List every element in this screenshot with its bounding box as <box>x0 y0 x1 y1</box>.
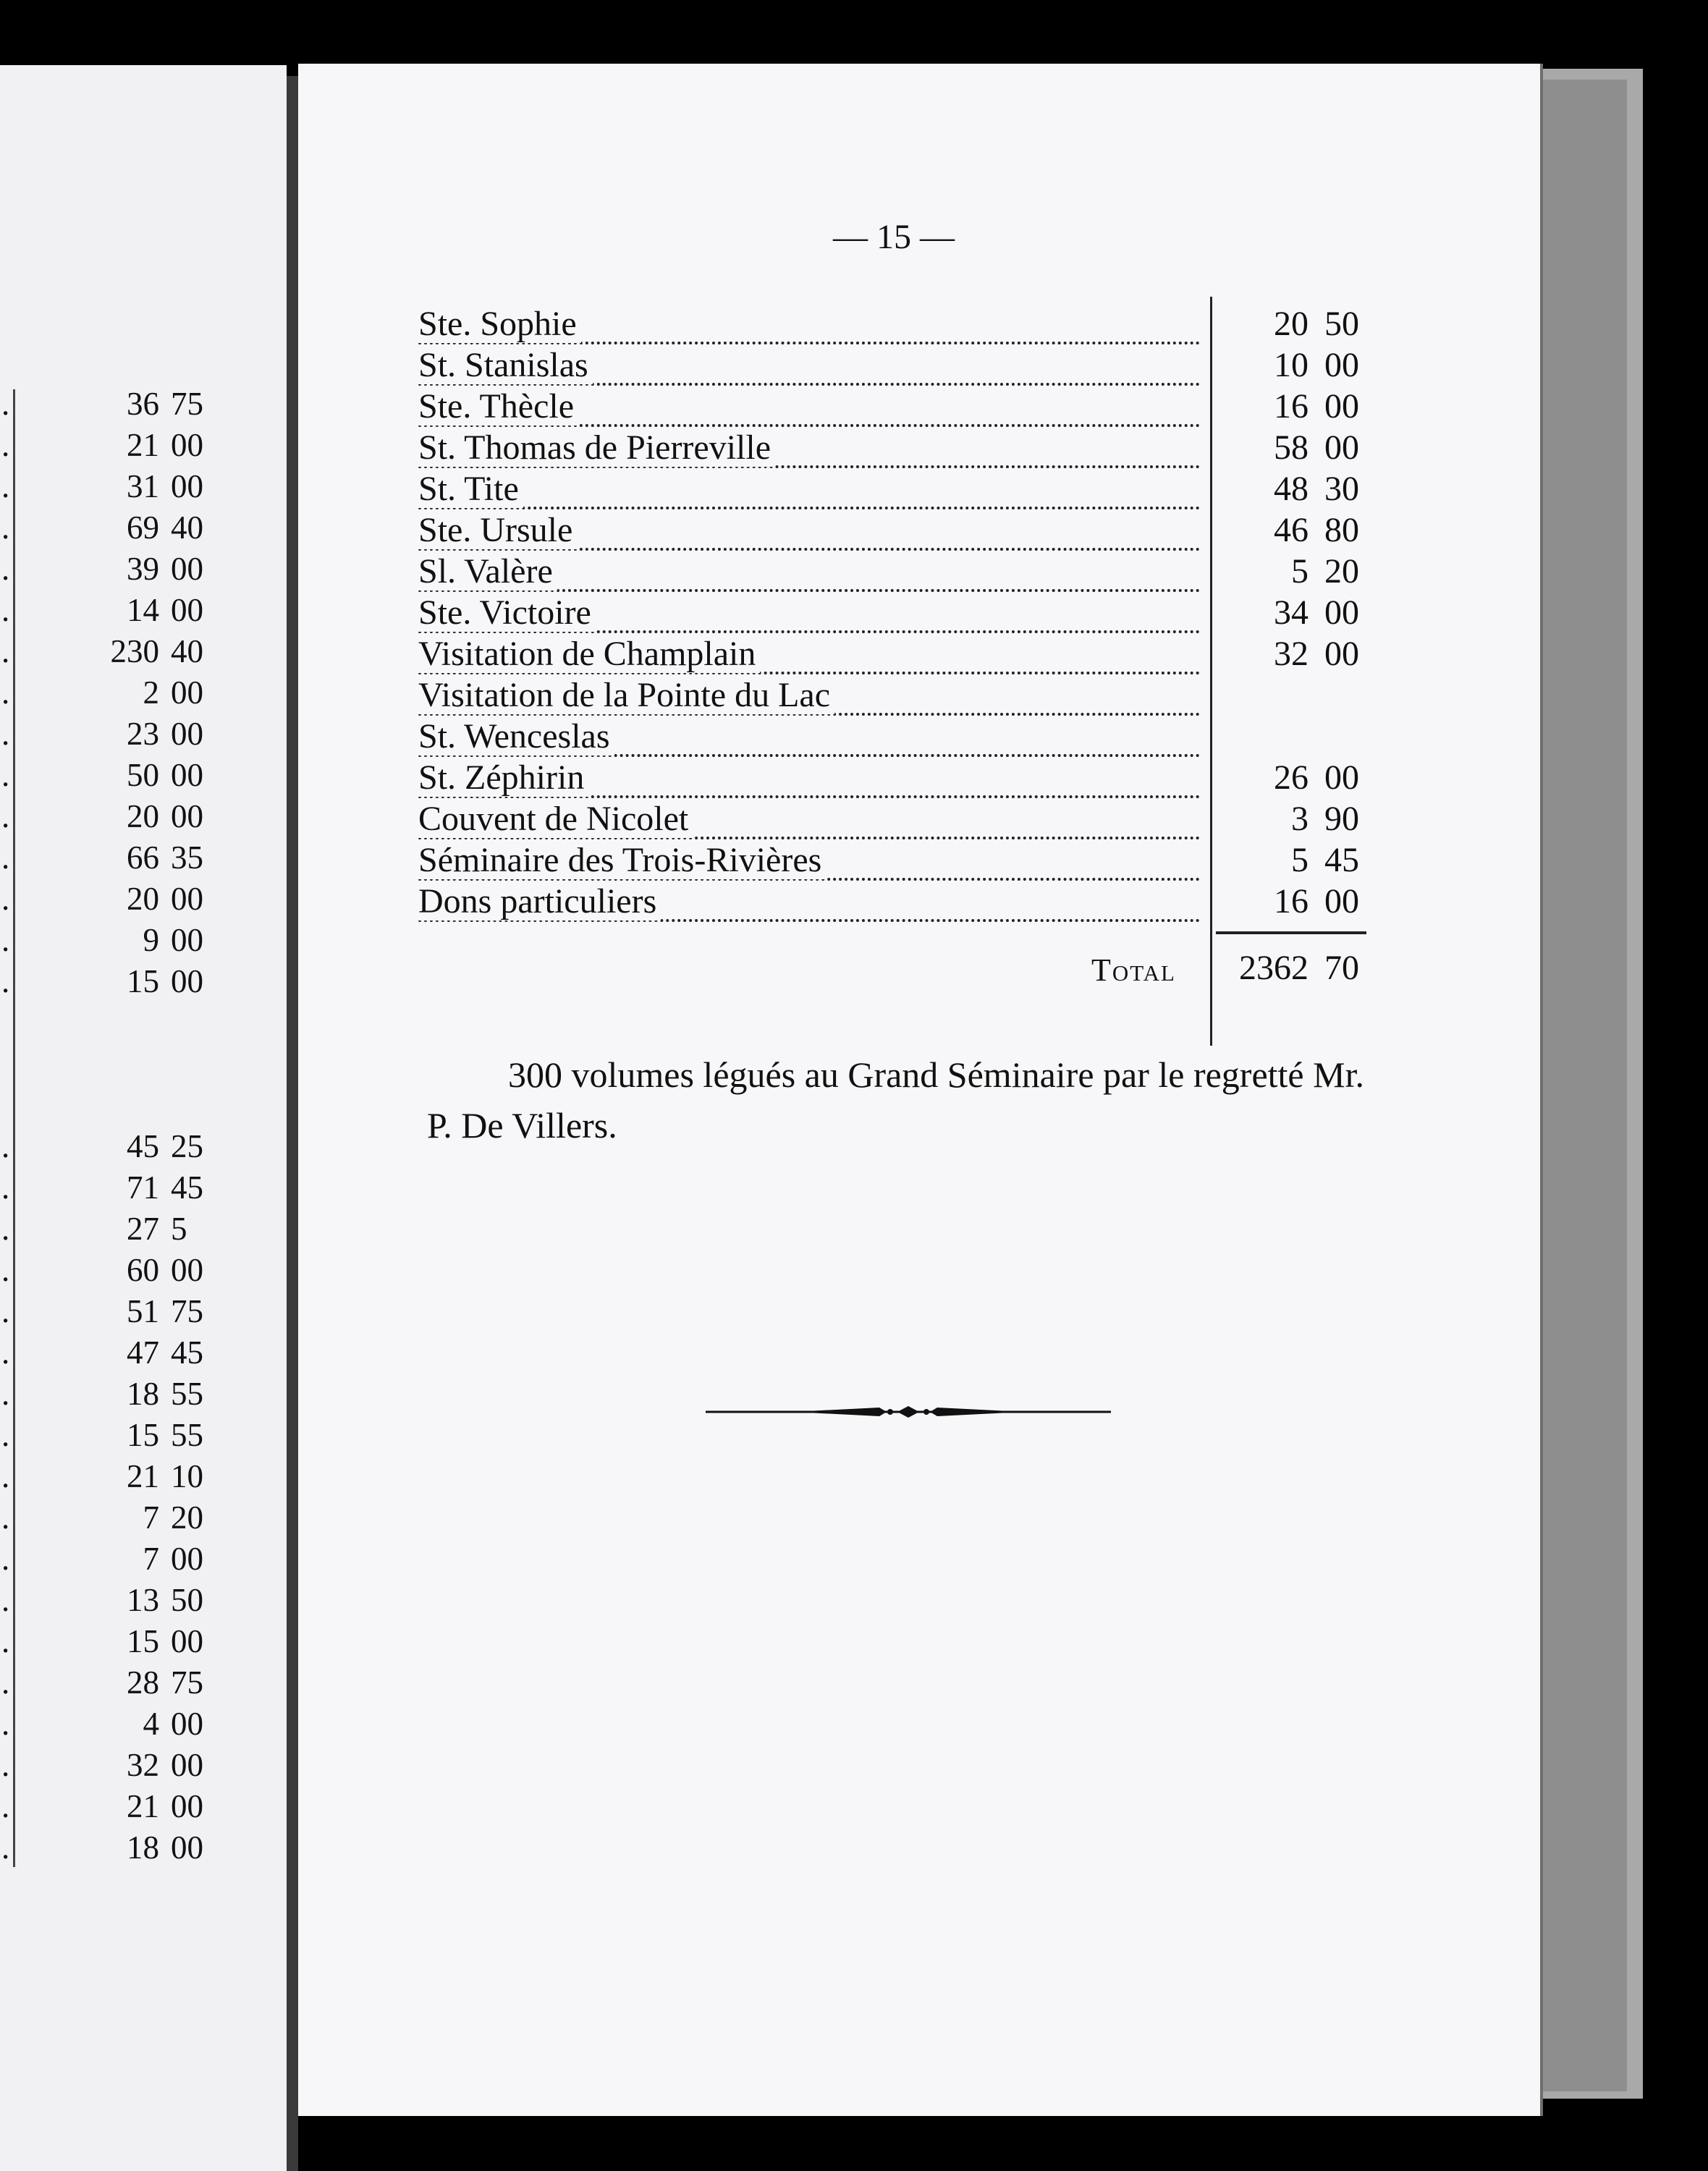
left-cents: 50 <box>171 1582 203 1618</box>
ledger-row <box>418 799 1381 839</box>
left-amount-row <box>0 1332 287 1373</box>
left-cents: 35 <box>171 839 203 876</box>
amount-cents: 00 <box>1324 387 1359 426</box>
left-dollars: 51 <box>127 1293 159 1329</box>
left-amount-row <box>0 1002 287 1043</box>
left-leader-dot: . <box>1 1128 10 1164</box>
left-amount-row <box>0 1250 287 1290</box>
left-leader-dot: . <box>1 468 10 504</box>
amount-cents: 50 <box>1324 305 1359 343</box>
left-cents: 00 <box>171 592 203 628</box>
page-number: — 15 — <box>833 218 955 256</box>
left-dollars: 15 <box>127 1417 159 1453</box>
left-leader-dot: . <box>1 922 10 958</box>
left-amount-row <box>0 1827 287 1868</box>
parish-name: Sl. Valère <box>418 551 557 592</box>
ledger-row <box>418 428 1381 468</box>
parish-name: Dons particuliers <box>418 881 661 922</box>
left-dollars: 21 <box>127 1458 159 1494</box>
left-amount-row <box>0 879 287 919</box>
amount-dollars: 16 <box>1274 882 1309 921</box>
ledger-row <box>418 469 1381 509</box>
ledger-row <box>418 675 1381 716</box>
left-cents: 00 <box>171 716 203 752</box>
left-amount-row <box>0 1786 287 1827</box>
left-cents: 45 <box>171 1169 203 1206</box>
left-cents: 00 <box>171 1829 203 1866</box>
left-leader-dot: . <box>1 1252 10 1288</box>
left-leader-dot: . <box>1 1169 10 1206</box>
amount-dollars: 3 <box>1291 800 1309 838</box>
ledger-row <box>418 758 1381 798</box>
left-amount-row <box>0 1126 287 1167</box>
left-leader-dot: . <box>1 592 10 628</box>
parish-name: St. Stanislas <box>418 345 593 386</box>
amount-dollars: 10 <box>1274 346 1309 384</box>
left-dollars: 230 <box>110 633 159 669</box>
left-amount-row <box>0 1497 287 1538</box>
left-amount-row <box>0 425 287 465</box>
left-dollars: 15 <box>127 1623 159 1659</box>
left-amount-row <box>0 1704 287 1744</box>
left-dollars: 14 <box>127 592 159 628</box>
amount-cents: 00 <box>1324 346 1359 384</box>
left-leader-dot: . <box>1 1582 10 1618</box>
left-cents: 00 <box>171 757 203 793</box>
left-cents: 00 <box>171 674 203 711</box>
left-amount-row <box>0 1415 287 1455</box>
left-cents: 00 <box>171 1788 203 1824</box>
amount-cents: 00 <box>1324 593 1359 632</box>
left-dollars: 69 <box>127 509 159 546</box>
left-dollars: 18 <box>127 1829 159 1866</box>
left-cents: 00 <box>171 1623 203 1659</box>
left-amount-row <box>0 1291 287 1332</box>
left-amount-row <box>0 1580 287 1620</box>
amount-dollars: 5 <box>1291 552 1309 591</box>
parish-name: Couvent de Nicolet <box>418 799 693 839</box>
left-cents: 10 <box>171 1458 203 1494</box>
left-dollars: 21 <box>127 1788 159 1824</box>
left-amount-row <box>0 1621 287 1662</box>
left-dollars: 18 <box>127 1376 159 1412</box>
amount-cents: 00 <box>1324 428 1359 467</box>
total-dollars: 2362 <box>1239 949 1309 987</box>
amount-cents: 00 <box>1324 758 1359 797</box>
left-cents: 75 <box>171 1664 203 1701</box>
left-leader-dot: . <box>1 1499 10 1536</box>
total-label: Total <box>1091 952 1176 988</box>
left-leader-dot: . <box>1 757 10 793</box>
ledger-row <box>418 386 1381 427</box>
left-amount-row <box>0 1167 287 1208</box>
parish-name: St. Thomas de Pierreville <box>418 428 775 468</box>
total-cents: 70 <box>1324 949 1359 987</box>
bequest-note: 300 volumes légués au Grand Séminaire par le regretté Mr. P. De Villers. <box>427 1054 1364 1146</box>
left-leader-dot: . <box>1 1664 10 1701</box>
left-cents: 00 <box>171 1747 203 1783</box>
left-amount-row <box>0 1662 287 1703</box>
left-cents: 00 <box>171 468 203 504</box>
left-leader-dot: . <box>1 427 10 463</box>
left-leader-dot: . <box>1 716 10 752</box>
amount-dollars: 32 <box>1274 635 1309 673</box>
left-cents: 40 <box>171 633 203 669</box>
left-leader-dot: . <box>1 1747 10 1783</box>
left-leader-dot: . <box>1 1334 10 1371</box>
left-leader-dot: . <box>1 1706 10 1742</box>
amount-cents: 00 <box>1324 635 1359 673</box>
left-leader-dot: . <box>1 1541 10 1577</box>
left-cents: 55 <box>171 1417 203 1453</box>
left-cents: 5 <box>171 1211 187 1247</box>
left-amount-row <box>0 631 287 672</box>
left-amount-row <box>0 1456 287 1497</box>
amount-dollars: 46 <box>1274 511 1309 549</box>
parish-name: Ste. Victoire <box>418 593 596 633</box>
left-dollars: 23 <box>127 716 159 752</box>
left-dollars: 9 <box>143 922 159 958</box>
left-leader-dot: . <box>1 633 10 669</box>
left-cents: 00 <box>171 1541 203 1577</box>
ledger-row <box>418 304 1381 344</box>
ledger-row <box>418 593 1381 633</box>
ledger-row <box>418 634 1381 674</box>
left-amount-row <box>0 755 287 795</box>
left-amount-row <box>0 1539 287 1579</box>
left-dollars: 4 <box>143 1706 159 1742</box>
parish-name: Séminaire des Trois-Rivières <box>418 840 826 881</box>
parish-name: Ste. Ursule <box>418 510 577 551</box>
left-cents: 75 <box>171 386 203 422</box>
left-amount-row <box>0 384 287 424</box>
dot-leader <box>418 469 1200 509</box>
left-leader-dot: . <box>1 881 10 917</box>
left-page-amount-column <box>0 384 287 1874</box>
left-cents: 45 <box>171 1334 203 1371</box>
ledger-row <box>418 510 1381 551</box>
left-dollars: 13 <box>127 1582 159 1618</box>
left-cents: 00 <box>171 963 203 999</box>
left-dollars: 15 <box>127 963 159 999</box>
parish-name: St. Wenceslas <box>418 716 614 757</box>
left-amount-row <box>0 1044 287 1084</box>
amount-cents: 30 <box>1324 470 1359 508</box>
ledger-row <box>418 840 1381 881</box>
amount-cents: 90 <box>1324 800 1359 838</box>
left-amount-row <box>0 590 287 630</box>
left-cents: 75 <box>171 1293 203 1329</box>
amount-dollars: 20 <box>1274 305 1309 343</box>
left-leader-dot: . <box>1 1417 10 1453</box>
left-amount-row <box>0 466 287 507</box>
ledger-vertical-rule <box>1210 297 1212 1046</box>
amount-dollars: 48 <box>1274 470 1309 508</box>
amount-cents: 20 <box>1324 552 1359 591</box>
ledger-row <box>418 345 1381 386</box>
ornamental-rule <box>706 1401 1111 1423</box>
amount-dollars: 34 <box>1274 593 1309 632</box>
left-dollars: 7 <box>143 1541 159 1577</box>
left-leader-dot: . <box>1 839 10 876</box>
left-cents: 40 <box>171 509 203 546</box>
left-amount-row <box>0 1085 287 1125</box>
left-dollars: 31 <box>127 468 159 504</box>
left-leader-dot: . <box>1 551 10 587</box>
left-amount-row <box>0 961 287 1002</box>
left-leader-dot: . <box>1 509 10 546</box>
left-cents: 55 <box>171 1376 203 1412</box>
left-page <box>0 65 287 2171</box>
left-amount-row <box>0 549 287 589</box>
left-dollars: 71 <box>127 1169 159 1206</box>
left-dollars: 2 <box>143 674 159 711</box>
left-dollars: 28 <box>127 1664 159 1701</box>
amount-dollars: 16 <box>1274 387 1309 426</box>
amount-cents: 80 <box>1324 511 1359 549</box>
left-amount-row <box>0 837 287 878</box>
left-dollars: 36 <box>127 386 159 422</box>
left-dollars: 50 <box>127 757 159 793</box>
amount-cents: 45 <box>1324 841 1359 879</box>
left-dollars: 47 <box>127 1334 159 1371</box>
ledger-row <box>418 551 1381 592</box>
left-leader-dot: . <box>1 963 10 999</box>
left-leader-dot: . <box>1 1788 10 1824</box>
left-cents: 00 <box>171 798 203 834</box>
left-amount-row <box>0 1745 287 1785</box>
ledger-row <box>418 881 1381 922</box>
left-dollars: 21 <box>127 427 159 463</box>
book-gutter <box>287 76 298 2171</box>
page-edge-shadow <box>1540 80 1627 2091</box>
sum-rule <box>1216 931 1366 934</box>
left-leader-dot: . <box>1 1458 10 1494</box>
left-cents: 00 <box>171 881 203 917</box>
left-leader-dot: . <box>1 1829 10 1866</box>
left-leader-dot: . <box>1 1293 10 1329</box>
amount-dollars: 58 <box>1274 428 1309 467</box>
parish-name: St. Zéphirin <box>418 758 588 798</box>
amount-cents: 00 <box>1324 882 1359 921</box>
left-leader-dot: . <box>1 798 10 834</box>
left-cents: 25 <box>171 1128 203 1164</box>
parish-name: Ste. Sophie <box>418 304 581 344</box>
amount-dollars: 26 <box>1274 758 1309 797</box>
left-dollars: 32 <box>127 1747 159 1783</box>
parish-name: Visitation de Champlain <box>418 634 760 674</box>
left-dollars: 27 <box>127 1211 159 1247</box>
top-shadow <box>0 0 1708 65</box>
ledger-row <box>418 716 1381 757</box>
left-amount-row <box>0 714 287 754</box>
left-amount-row <box>0 1209 287 1249</box>
left-dollars: 45 <box>127 1128 159 1164</box>
left-amount-row <box>0 507 287 548</box>
left-dollars: 60 <box>127 1252 159 1288</box>
left-cents: 00 <box>171 427 203 463</box>
amount-dollars: 5 <box>1291 841 1309 879</box>
left-dollars: 7 <box>143 1499 159 1536</box>
left-leader-dot: . <box>1 1623 10 1659</box>
left-amount-row <box>0 796 287 837</box>
left-amount-row <box>0 672 287 713</box>
left-cents: 00 <box>171 922 203 958</box>
left-cents: 00 <box>171 551 203 587</box>
left-dollars: 39 <box>127 551 159 587</box>
left-dollars: 20 <box>127 798 159 834</box>
left-cents: 00 <box>171 1706 203 1742</box>
left-dollars: 66 <box>127 839 159 876</box>
parish-name: Ste. Thècle <box>418 386 578 427</box>
left-leader-dot: . <box>1 1211 10 1247</box>
left-dollars: 20 <box>127 881 159 917</box>
left-leader-dot: . <box>1 1376 10 1412</box>
left-cents: 00 <box>171 1252 203 1288</box>
left-amount-row <box>0 920 287 960</box>
left-cents: 20 <box>171 1499 203 1536</box>
left-amount-row <box>0 1374 287 1414</box>
parish-name: St. Tite <box>418 469 523 509</box>
left-leader-dot: . <box>1 386 10 422</box>
left-leader-dot: . <box>1 674 10 711</box>
parish-name: Visitation de la Pointe du Lac <box>418 675 834 716</box>
